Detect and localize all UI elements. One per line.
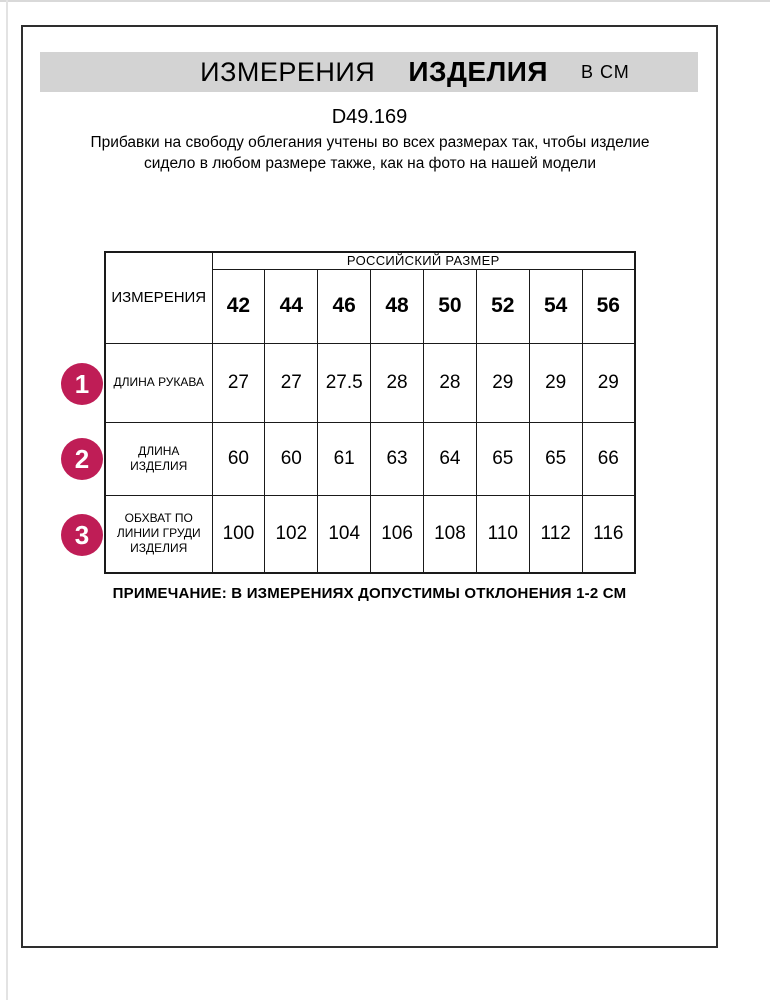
table-cell: 60 — [212, 422, 265, 495]
table-cell: 108 — [424, 495, 477, 573]
table-cell: 106 — [371, 495, 424, 573]
size-group-header: РОССИЙСКИЙ РАЗМЕР — [212, 252, 635, 269]
row-label: ОБХВАТ ПО ЛИНИИ ГРУДИ ИЗДЕЛИЯ — [105, 495, 212, 573]
page-title-unit: В СМ — [581, 61, 630, 82]
size-column-header: 46 — [318, 269, 371, 343]
row-label: ДЛИНА ИЗДЕЛИЯ — [105, 422, 212, 495]
product-code: D49.169 — [331, 106, 408, 128]
size-column-header: 56 — [582, 269, 635, 343]
row-label: ДЛИНА РУКАВА — [105, 343, 212, 422]
table-cell: 102 — [265, 495, 318, 573]
table-cell: 104 — [318, 495, 371, 573]
page-frame — [21, 25, 718, 948]
table-cell: 28 — [424, 343, 477, 422]
title-bar — [40, 52, 698, 92]
table-cell: 64 — [424, 422, 477, 495]
table-corner-header: ИЗМЕРЕНИЯ — [105, 252, 212, 343]
table-cell: 110 — [476, 495, 529, 573]
table-cell: 28 — [371, 343, 424, 422]
table-row-sleeve-length — [105, 343, 635, 422]
size-column-header: 52 — [476, 269, 529, 343]
table-cell: 27.5 — [318, 343, 371, 422]
page-title-product: ИЗДЕЛИЯ — [408, 56, 548, 87]
table-cell: 100 — [212, 495, 265, 573]
table-row-garment-length — [105, 422, 635, 495]
scan-edge-top — [0, 0, 770, 2]
table-cell: 65 — [529, 422, 582, 495]
fit-description: Прибавки на свободу облегания учтены во всех размерах так, чтобы изделие сидело в любом размере также, как на фото на нашей модели — [90, 134, 650, 172]
tolerance-note: ПРИМЕЧАНИЕ: В ИЗМЕРЕНИЯХ ДОПУСТИМЫ ОТКЛОНЕНИЯ 1-2 СМ — [112, 585, 627, 602]
table-cell: 116 — [582, 495, 635, 573]
size-column-header: 44 — [265, 269, 318, 343]
row-number-badge-2: 2 — [61, 438, 103, 480]
table-cell: 63 — [371, 422, 424, 495]
page-title-measurements: ИЗМЕРЕНИЯ — [200, 56, 376, 87]
table-cell: 66 — [582, 422, 635, 495]
row-number-badge-1: 1 — [61, 363, 103, 405]
table-row-chest-girth — [105, 495, 635, 573]
table-cell: 29 — [476, 343, 529, 422]
table-cell: 27 — [212, 343, 265, 422]
scan-edge-left — [6, 0, 8, 1000]
table-cell: 60 — [265, 422, 318, 495]
table-cell: 27 — [265, 343, 318, 422]
size-column-header: 42 — [212, 269, 265, 343]
size-column-header: 50 — [424, 269, 477, 343]
size-column-header: 48 — [371, 269, 424, 343]
table-cell: 29 — [529, 343, 582, 422]
table-cell: 29 — [582, 343, 635, 422]
table-cell: 65 — [476, 422, 529, 495]
row-number-badge-3: 3 — [61, 514, 103, 556]
size-column-header: 54 — [529, 269, 582, 343]
table-cell: 61 — [318, 422, 371, 495]
size-table — [104, 251, 636, 574]
table-cell: 112 — [529, 495, 582, 573]
